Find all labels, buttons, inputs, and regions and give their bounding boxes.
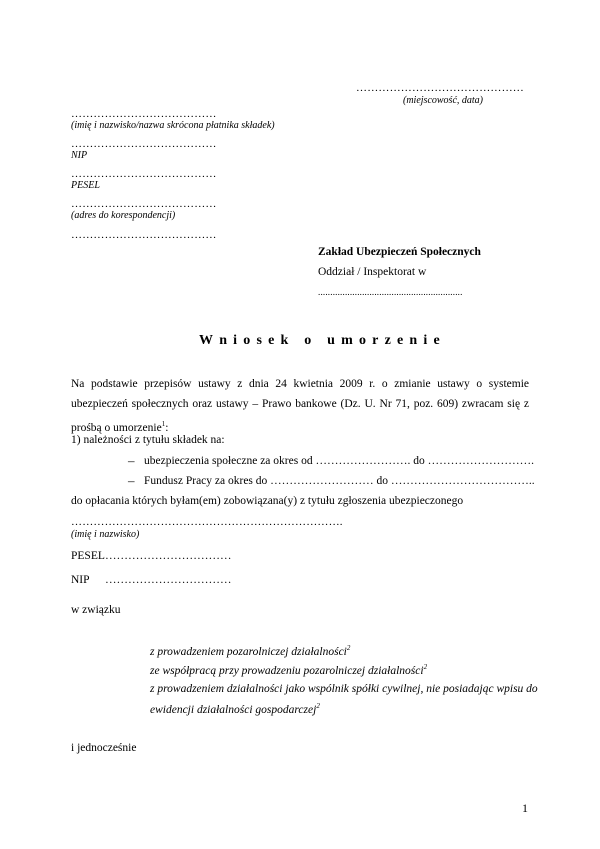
social-insurance-period: ubezpieczenia społeczne za okres od ……………………. do ……………………….: [144, 455, 534, 467]
recipient-branch-dots: ...........................................................: [318, 287, 463, 297]
simultaneously-text: i jednocześnie: [71, 742, 137, 754]
option-cooperation: [150, 663, 427, 677]
labor-fund-period: Fundusz Pracy za okres do ……………………… do ………………………………..: [144, 475, 535, 487]
option-1-text: z prowadzeniem pozarolniczej działalności: [150, 645, 347, 658]
insured-pesel-label: PESEL: [71, 550, 105, 562]
in-connection-text: w związku: [71, 604, 121, 616]
place-date-label: (miejscowość, data): [403, 95, 483, 106]
recipient-branch: Oddział / Inspektorat w: [318, 266, 427, 278]
insured-name-label: (imię i nazwisko): [71, 529, 140, 540]
intro-paragraph: [71, 374, 529, 438]
footnote-ref-2c: 2: [316, 702, 320, 710]
insured-nip-label: NIP: [71, 574, 90, 586]
applicant-extra-dots: …………………………………: [71, 229, 217, 241]
option-civil-partnership-line2: [150, 702, 320, 716]
option-3-text: ewidencji działalności gospodarczej: [150, 703, 317, 716]
document-title: Wniosek o umorzenie: [199, 333, 446, 348]
applicant-nip-dots: …………………………………: [71, 138, 217, 150]
recipient-institution: Zakład Ubezpieczeń Społecznych: [318, 246, 481, 258]
obliged-text: do opłacania których byłam(em) zobowiązana(y) z tytułu zgłoszenia ubezpieczonego: [71, 495, 464, 507]
insured-nip-dots: ……………………………: [105, 574, 232, 586]
insured-name-dots: ……………………………………………………………….: [71, 516, 343, 528]
footnote-ref-1: 1: [161, 420, 166, 428]
place-date-dots: ………………………………………: [356, 82, 524, 94]
intro-text: Na podstawie przepisów ustawy z dnia 24 kwietnia 2009 r. o zmianie ustawy o systemie ubezpieczeń społecznych oraz ustawy – Prawo bankowe (Dz. U. Nr 71, poz. 609) zwracam się z prośbą o umorzenie: [71, 378, 529, 434]
option-2-text: ze współpracą przy prowadzeniu pozarolniczej działalności: [150, 664, 424, 677]
item-1-heading: 1) należności z tytułu składek na:: [71, 434, 225, 446]
option-nonagricultural-activity: [150, 644, 350, 658]
applicant-pesel-label: PESEL: [71, 180, 100, 191]
applicant-address-dots: …………………………………: [71, 198, 217, 210]
applicant-pesel-dots: …………………………………: [71, 168, 217, 180]
applicant-address-label: (adres do korespondencji): [71, 210, 176, 221]
page-number: 1: [522, 801, 528, 815]
applicant-name-label: (imię i nazwisko/nazwa skrócona płatnika składek): [71, 120, 275, 131]
footnote-ref-2b: 2: [423, 663, 428, 671]
footnote-ref-2a: 2: [346, 644, 351, 652]
dash-bullet-2: –: [128, 473, 135, 488]
insured-pesel-dots: ……………………………: [105, 550, 232, 562]
applicant-nip-label: NIP: [71, 150, 88, 161]
intro-colon: :: [165, 421, 169, 434]
dash-bullet-1: –: [128, 453, 135, 468]
option-civil-partnership-line1: z prowadzeniem działalności jako wspólnik spółki cywilnej, nie posiadając wpisu do: [150, 683, 538, 695]
applicant-name-dots: …………………………………: [71, 108, 217, 120]
